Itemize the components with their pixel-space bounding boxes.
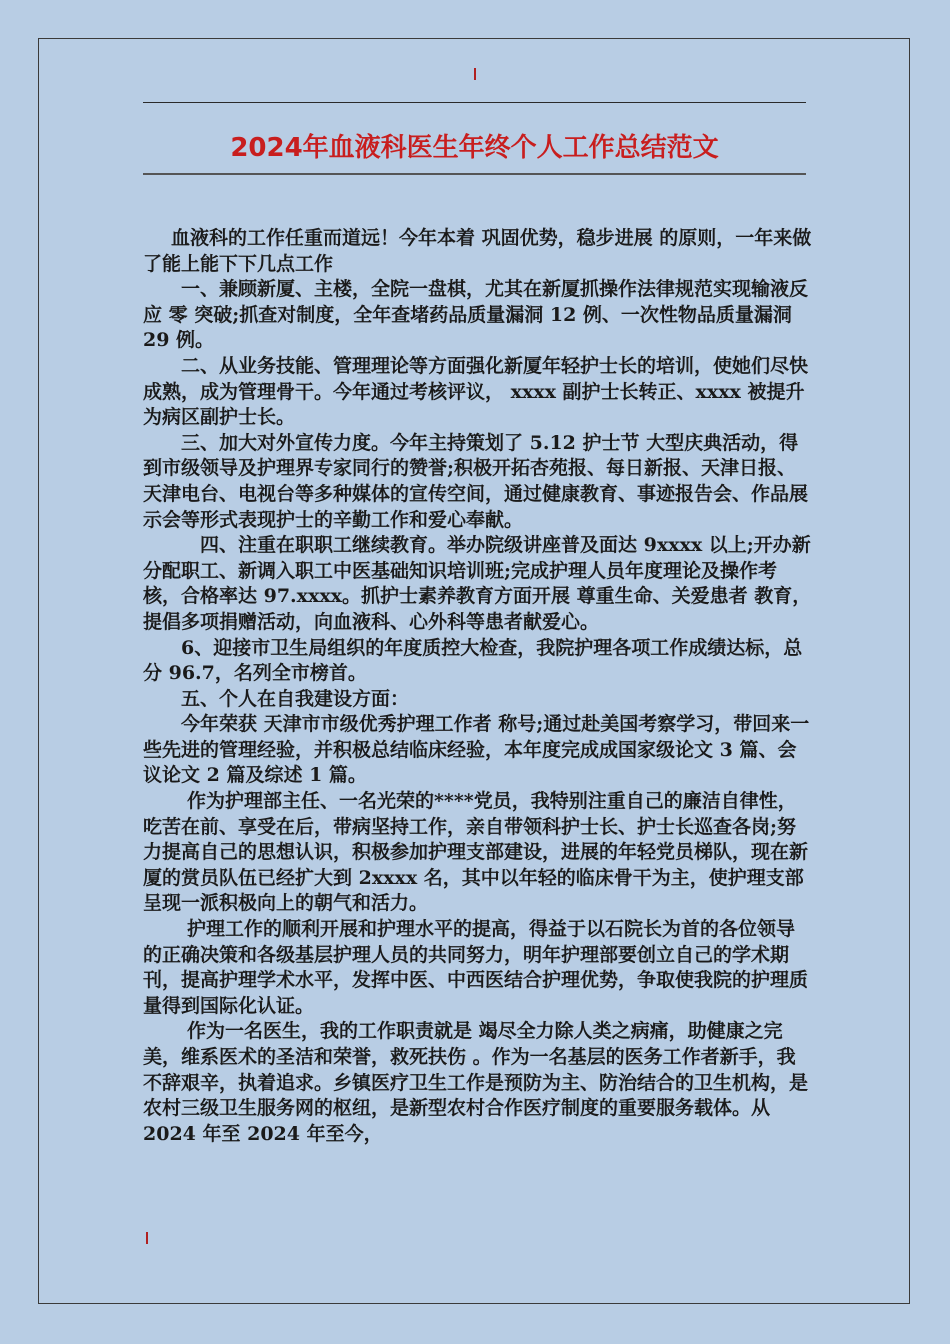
header-mark — [474, 68, 476, 80]
paragraph-intro: 血液科的工作任重而道远！今年本着 巩固优势，稳步进展 的原则，一年来做了能上能下下几点工作 — [143, 227, 812, 275]
title-underline — [143, 173, 806, 175]
paragraph-party-member: 作为护理部主任、一名光荣的****党员，我特别注重自己的廉洁自律性，吃苦在前、享受在后，带病坚持工作，亲自带领科护士长、护士长巡查各岗;努力提高自己的思想认识，积极参加护理支部建设，进展的年轻党员梯队，现在新厦的赏员队伍已经扩大到 2xxxx 名，其中以年轻的临床骨干为主，使护理支部呈现一派积极向上的朝气和活力。 — [143, 790, 809, 915]
paragraph-item-5-heading: 五、个人在自我建设方面： — [181, 687, 410, 710]
footer-mark — [146, 1232, 148, 1244]
paragraph-item-4: 四、注重在职职工继续教育。举办院级讲座普及面达 9xxxx 以上;开办新分配职工、新调入职工中医基础知识培训班;完成护理人员年度理论及操作考核，合格率达 97.xxxx。抓护士素养教育方面开展 尊重生命、关爱患者 教育，提倡多项捐赠活动，向血液科、心外科等患者献爱心。 — [143, 534, 812, 633]
paragraph-item-3: 三、加大对外宣传力度。今年主持策划了 5.12 护士节 大型庆典活动，得到市级领导及护理界专家同行的赞誉;积极开拓杏苑报、每日新报、天津日报、天津电台、电视台等多种媒体的宣传空间，通过健康教育、事迹报告会、作品展示会等形式表现护士的辛勤工作和爱心奉献。 — [143, 431, 809, 531]
paragraph-item-6: 6、迎接市卫生局组织的年度质控大检查，我院护理各项工作成绩达标，总分 96.7，名列全市榜首。 — [143, 636, 803, 685]
paragraph-item-1: 一、兼顾新厦、主楼，全院一盘棋，尤其在新厦抓操作法律规范实现输液反应 零 突破;抓查对制度，全年查堵药品质量漏洞 12 例、一次性物品质量漏洞 29 例。 — [143, 278, 809, 352]
paragraph-honors: 今年荣获 天津市市级优秀护理工作者 称号;通过赴美国考察学习，带回来一些先进的管理经验，并积极总结临床经验，本年度完成成国家级论文 3 篇、会议论文 2 篇及综述 1 篇。 — [143, 713, 810, 787]
document-title: 2024年血液科医生年终个人工作总结范文 — [230, 133, 719, 163]
header-rule — [143, 102, 806, 103]
paragraph-acknowledgement: 护理工作的顺利开展和护理水平的提高，得益于以石院长为首的各位领导的正确决策和各级基层护理人员的共同努力，明年护理部要创立自己的学术期刊，提高护理学术水平，发挥中医、中西医结合护理优势，争取使我院的护理质量得到国际化认证。 — [143, 918, 809, 1017]
paragraph-item-2: 二、从业务技能、管理理论等方面强化新厦年轻护士长的培训，使她们尽快成熟，成为管理骨干。今年通过考核评议， xxxx 副护士长转正、xxxx 被提升为病区副护士长。 — [143, 354, 809, 429]
paragraph-doctor-duty: 作为一名医生，我的工作职责就是 竭尽全力除人类之病痛，助健康之完美，维系医术的圣洁和荣誉，救死扶伤 。作为一名基层的医务工作者新手，我不辞艰辛，执着追求。乡镇医疗卫生工作是预防为主、防治结合的卫生机构，是农村三级卫生服务网的枢纽，是新型农村合作医疗制度的重要服务载体。从 2024 年至 2024 年至今， — [143, 1020, 809, 1145]
document-body — [143, 226, 813, 1147]
